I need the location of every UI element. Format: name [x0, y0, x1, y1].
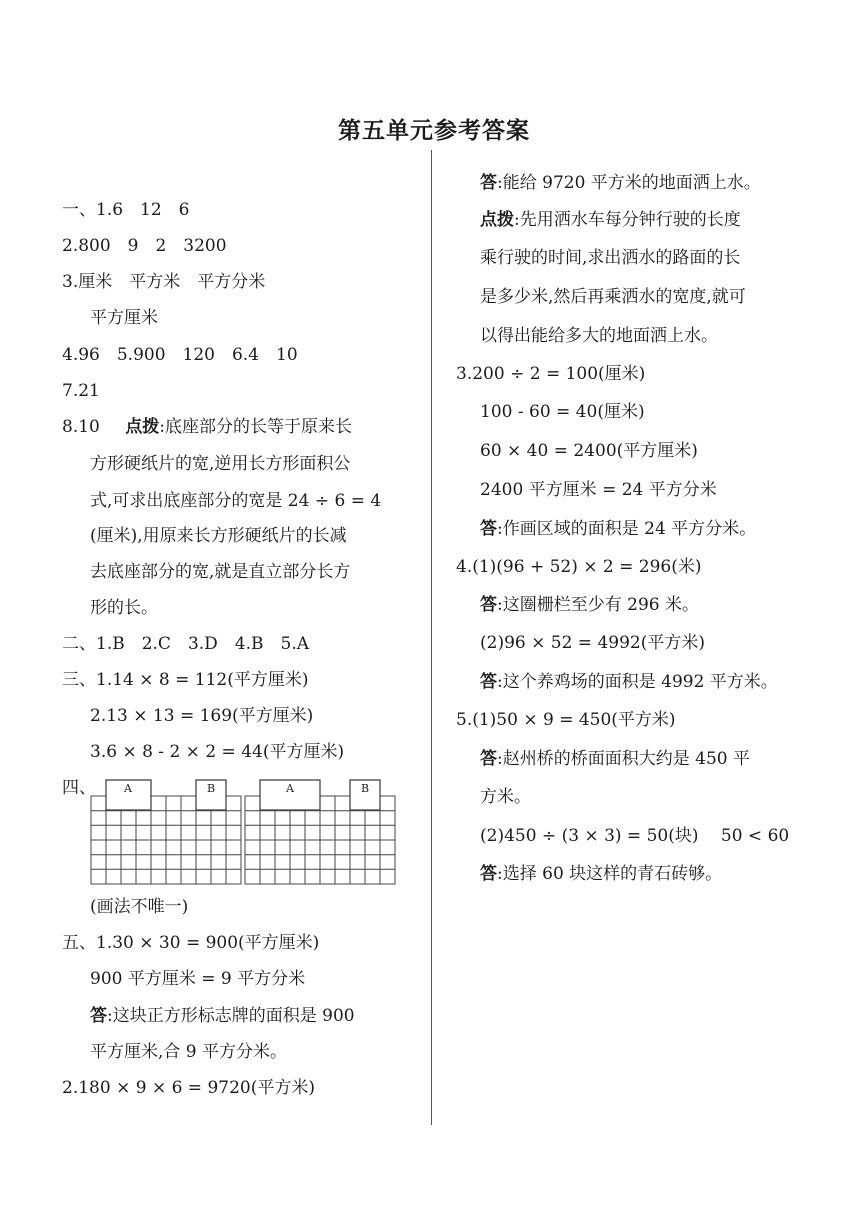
section-5-answer-1: 五、1.30 × 30 = 900(平方厘米)	[62, 933, 320, 953]
hint-text: :先用洒水车每分钟行驶的长度	[514, 210, 741, 230]
answer-text: :选择 60 块这样的青石砖够。	[497, 864, 723, 884]
section-5-answer-2: 2.180 × 9 × 6 = 9720(平方米)	[62, 1078, 315, 1098]
unit-conversion: 900 平方厘米 = 9 平方分米	[90, 969, 306, 989]
grid-label-b-right: B	[360, 782, 370, 795]
calc-step: 60 × 40 = 2400(平方厘米)	[480, 441, 698, 461]
hint-tag: 点拨	[125, 417, 160, 437]
answer-4-6: 4.96 5.900 120 6.4 10	[62, 345, 298, 365]
hint-statement	[480, 208, 741, 232]
hint-line: 是多少米,然后再乘洒水的宽度,就可	[480, 287, 746, 307]
answer-statement	[480, 171, 761, 195]
hint-line: (厘米),用原来长方形硬纸片的长减	[90, 526, 347, 546]
column-divider	[431, 150, 432, 1125]
section-3-answer-1: 三、1.14 × 8 = 112(平方厘米)	[62, 670, 309, 690]
grid-right	[245, 780, 395, 884]
answer-3: 3.厘米 平方米 平方分米	[62, 272, 266, 292]
hint-tag: 点拨	[480, 210, 514, 230]
answer-text: :这个养鸡场的面积是 4992 平方米。	[497, 672, 778, 692]
answer-tag: 答	[480, 519, 497, 539]
answer-statement	[90, 1004, 355, 1028]
calc-step: 100 - 60 = 40(厘米)	[480, 402, 645, 422]
answer-text: :赵州桥的桥面面积大约是 450 平	[497, 749, 750, 769]
calc-step: (2)450 ÷ (3 × 3) = 50(块) 50 < 60	[480, 826, 790, 846]
answer-8-number: 8.10	[62, 417, 100, 437]
answer-statement	[480, 670, 778, 694]
answer-statement-cont: 方米。	[480, 787, 531, 807]
answer-tag: 答	[480, 749, 497, 769]
page-title: 第五单元参考答案	[338, 118, 530, 144]
answer-statement-cont: 平方厘米,合 9 平方分米。	[90, 1042, 288, 1062]
hint-line: 以得出能给多大的地面洒上水。	[480, 326, 718, 346]
answer-text: :作画区域的面积是 24 平方分米。	[497, 519, 757, 539]
section-2-answers: 二、1.B 2.C 3.D 4.B 5.A	[62, 634, 309, 654]
grid-label-a-right: A	[286, 782, 294, 795]
answer-8	[62, 415, 352, 439]
hint-line: 去底座部分的宽,就是直立部分长方	[90, 562, 351, 582]
answer-grids	[88, 778, 408, 888]
hint-line: 乘行驶的时间,求出洒水的路面的长	[480, 248, 741, 268]
section-5-answer-5: 5.(1)50 × 9 = 450(平方米)	[456, 710, 676, 730]
section-5-answer-3: 3.200 ÷ 2 = 100(厘米)	[456, 364, 646, 384]
section-3-answer-2: 2.13 × 13 = 169(平方厘米)	[90, 706, 314, 726]
grid-label-b-left: B	[206, 782, 216, 795]
answer-tag: 答	[90, 1006, 107, 1026]
answer-2: 2.800 9 2 3200	[62, 236, 227, 256]
hint-line: 方形硬纸片的宽,逆用长方形面积公	[90, 454, 351, 474]
answer-tag: 答	[480, 173, 497, 193]
grid-left	[91, 780, 241, 884]
calc-step: 2400 平方厘米 = 24 平方分米	[480, 480, 717, 500]
answer-text: :这块正方形标志牌的面积是 900	[107, 1006, 355, 1026]
answer-7: 7.21	[62, 381, 100, 401]
calc-step: (2)96 × 52 = 4992(平方米)	[480, 633, 705, 653]
answer-statement	[480, 593, 699, 617]
section-3-answer-3: 3.6 × 8 - 2 × 2 = 44(平方厘米)	[90, 742, 345, 762]
hint-text: :底座部分的长等于原来长	[159, 417, 352, 437]
grid-label-a-left: A	[124, 782, 132, 795]
section-4-label: 四、	[62, 778, 96, 798]
answer-statement	[480, 747, 750, 771]
hint-line: 形的长。	[90, 598, 158, 618]
answer-text: :能给 9720 平方米的地面洒上水。	[497, 173, 761, 193]
answer-tag: 答	[480, 864, 497, 884]
grid-note: (画法不唯一)	[90, 897, 189, 917]
answer-text: :这圈栅栏至少有 296 米。	[497, 595, 699, 615]
answer-tag: 答	[480, 672, 497, 692]
section-5-answer-4: 4.(1)(96 + 52) × 2 = 296(米)	[456, 557, 702, 577]
answer-statement	[480, 862, 722, 886]
answer-1: 一、1.6 12 6	[62, 200, 190, 220]
answer-tag: 答	[480, 595, 497, 615]
answer-statement	[480, 517, 756, 541]
hint-line: 式,可求出底座部分的宽是 24 ÷ 6 = 4	[90, 491, 382, 511]
answer-3-cont: 平方厘米	[90, 308, 158, 328]
